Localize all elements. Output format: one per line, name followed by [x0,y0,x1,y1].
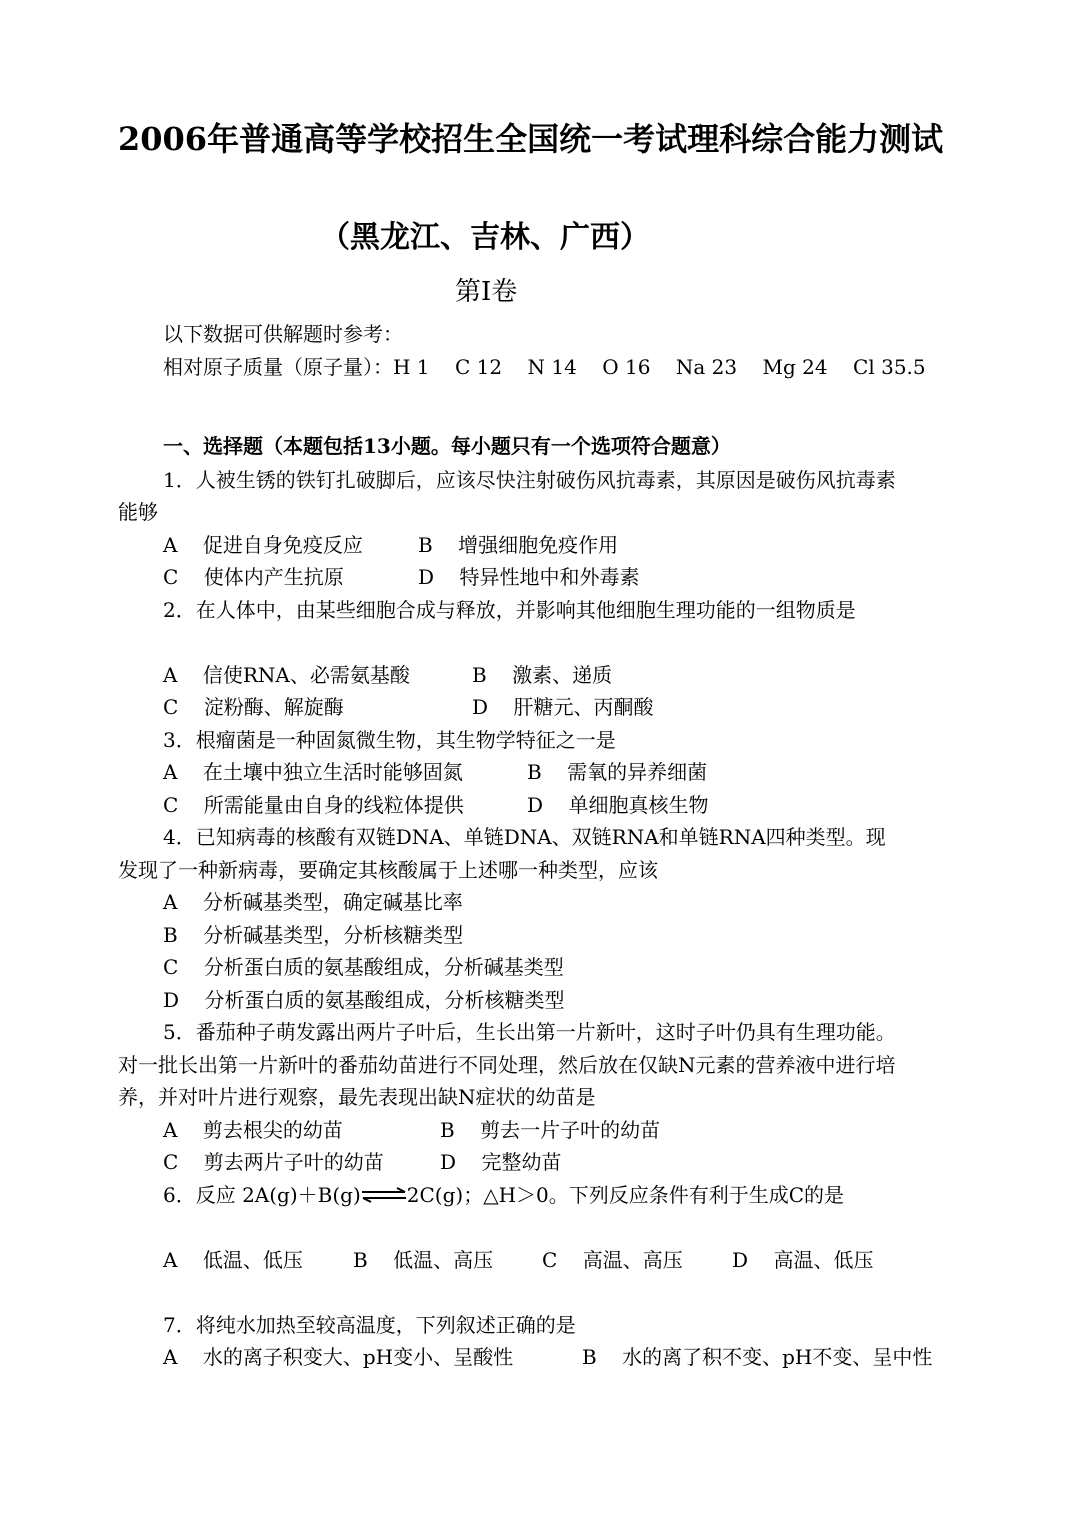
section-heading: 一、选择题（本题包括13小题。每小题只有一个选项符合题意） [163,434,731,458]
question-1-text-cont: 能够 [118,500,158,524]
question-1-option-d: D 特异性地中和外毒素 [418,565,640,589]
question-6-option-b: B 低温、高压 [353,1248,494,1272]
question-4-option-c: C 分析蛋白质的氨基酸组成，分析碱基类型 [163,955,564,979]
question-6-text-suffix: 2C(g)；△H＞0。下列反应条件有利于生成C的是 [406,1183,845,1207]
page-title: 2006年普通高等学校招生全国统一考试理科综合能力测试 [118,120,944,158]
question-6-option-c: C 高温、高压 [542,1248,683,1272]
question-5-option-d: D 完整幼苗 [440,1150,562,1174]
question-6-option-d: D 高温、低压 [732,1248,874,1272]
question-5-option-b: B 剪去一片子叶的幼苗 [440,1118,661,1142]
question-3-text: 3．根瘤菌是一种固氮微生物，其生物学特征之一是 [163,728,616,752]
page-subtitle: （黑龙江、吉林、广西） [320,220,650,255]
question-1-option-b: B 增强细胞免疫作用 [418,533,619,557]
question-3-option-b: B 需氧的异养细菌 [527,760,708,784]
reference-intro: 以下数据可供解题时参考： [163,322,403,346]
question-2-text: 2．在人体中，由某些细胞合成与释放，并影响其他细胞生理功能的一组物质是 [163,598,856,622]
question-1-text: 1．人被生锈的铁钉扎破脚后，应该尽快注射破伤风抗毒素，其原因是破伤风抗毒素 [163,468,896,492]
question-2-option-a: A 信使RNA、必需氨基酸 [163,663,410,687]
volume-label: 第I卷 [455,277,518,307]
question-7-text: 7．将纯水加热至较高温度，下列叙述正确的是 [163,1313,576,1337]
question-5-text: 5．番茄种子萌发露出两片子叶后，生长出第一片新叶，这时子叶仍具有生理功能。 [163,1020,896,1044]
question-3-option-a: A 在土壤中独立生活时能够固氮 [163,760,463,784]
equilibrium-arrow-icon [361,1187,407,1203]
question-6-option-a: A 低温、低压 [163,1248,303,1272]
question-4-option-a: A 分析碱基类型，确定碱基比率 [163,890,463,914]
question-1-option-c: C 使体内产生抗原 [163,565,344,589]
question-6-text-prefix: 6．反应 2A(g)＋B(g) [163,1183,361,1207]
question-7-option-a: A 水的离子积变大、pH变小、呈酸性 [163,1345,514,1369]
question-5-option-a: A 剪去根尖的幼苗 [163,1118,343,1142]
question-5-text-cont-2: 养，并对叶片进行观察，最先表现出缺N症状的幼苗是 [118,1085,596,1109]
question-2-option-d: D 肝糖元、丙酮酸 [472,695,654,719]
question-4-option-d: D 分析蛋白质的氨基酸组成，分析核糖类型 [163,988,565,1012]
question-4-text-cont: 发现了一种新病毒，要确定其核酸属于上述哪一种类型，应该 [118,858,658,882]
question-1-option-a: A 促进自身免疫反应 [163,533,363,557]
question-5-text-cont-1: 对一批长出第一片新叶的番茄幼苗进行不同处理，然后放在仅缺N元素的营养液中进行培 [118,1053,896,1077]
question-2-option-c: C 淀粉酶、解旋酶 [163,695,344,719]
question-2-option-b: B 激素、递质 [472,663,613,687]
question-4-text: 4．已知病毒的核酸有双链DNA、单链DNA、双链RNA和单链RNA四种类型。现 [163,825,886,849]
question-4-option-b: B 分析碱基类型，分析核糖类型 [163,923,464,947]
question-7-option-b: B 水的离了积不变、pH不变、呈中性 [582,1345,933,1369]
question-3-option-c: C 所需能量由自身的线粒体提供 [163,793,464,817]
question-3-option-d: D 单细胞真核生物 [527,793,709,817]
question-5-option-c: C 剪去两片子叶的幼苗 [163,1150,384,1174]
question-6-text [163,1181,844,1209]
atomic-masses: 相对原子质量（原子量）：H 1 C 12 N 14 O 16 Na 23 Mg 24 Cl 35.5 [163,355,926,379]
